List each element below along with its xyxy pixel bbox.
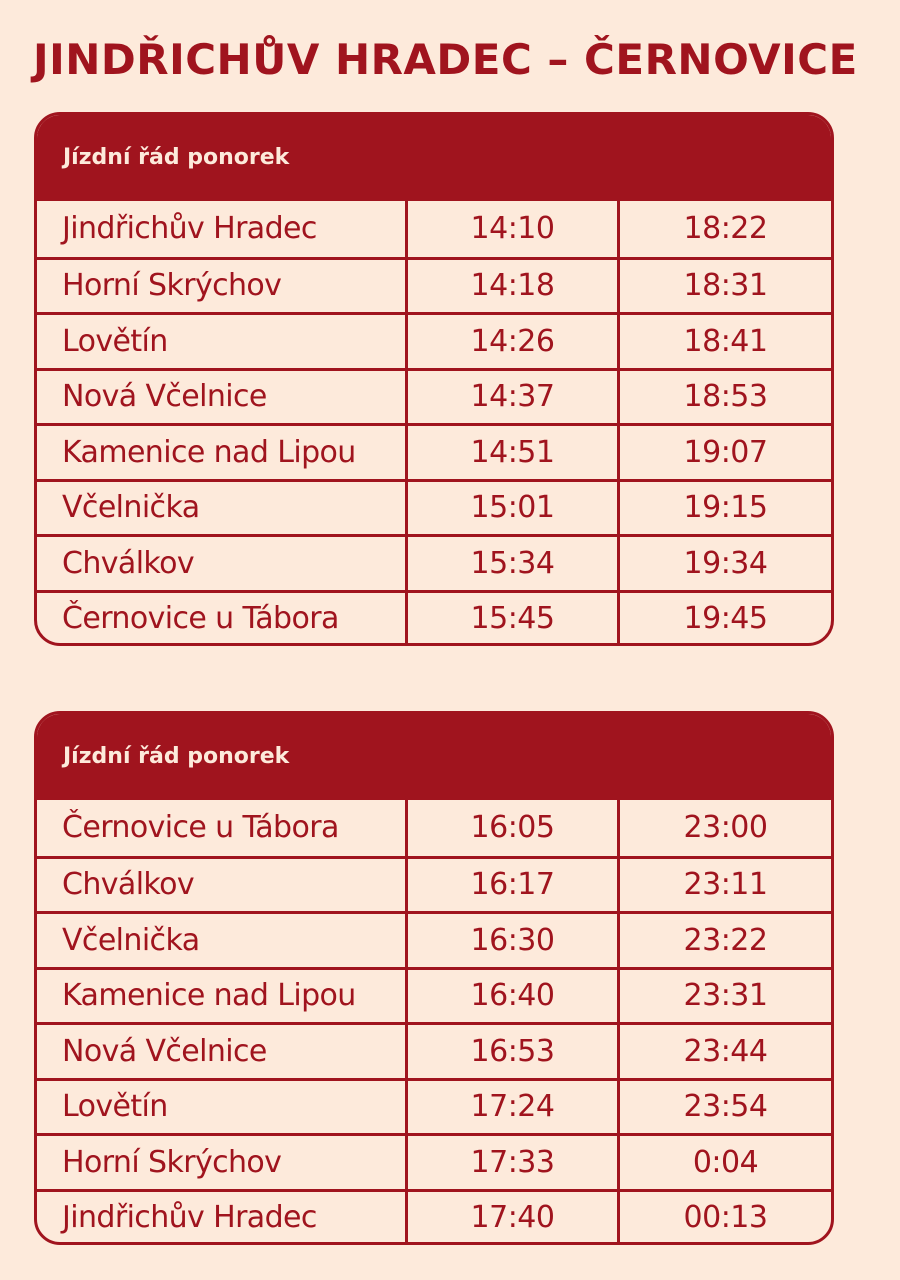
- departure-time: 14:37: [408, 371, 620, 424]
- table-row: [37, 201, 831, 257]
- station-name: Jindřichův Hradec: [37, 1192, 408, 1245]
- station-name: Lovětín: [37, 315, 408, 368]
- station-name: Kamenice nad Lipou: [37, 426, 408, 479]
- departure-time: 16:40: [408, 970, 620, 1023]
- departure-time: 00:13: [683, 1200, 768, 1236]
- departure-time: 15:45: [408, 593, 620, 646]
- departure-time: 14:51: [408, 426, 620, 479]
- table-row: [37, 1078, 831, 1134]
- departure-time: 19:15: [683, 490, 768, 526]
- timetable-outbound: [34, 112, 834, 646]
- departure-time: 23:11: [683, 867, 768, 903]
- station-name: Chválkov: [37, 537, 408, 590]
- departure-time: 14:18: [408, 260, 620, 313]
- station-name: Včelnička: [37, 914, 408, 967]
- table-row: [37, 856, 831, 912]
- departure-time: 0:04: [692, 1144, 759, 1180]
- table-row: [37, 1133, 831, 1189]
- departure-time: 17:40: [408, 1192, 620, 1245]
- station-name: Kamenice nad Lipou: [37, 970, 408, 1023]
- departure-time: 18:53: [683, 379, 768, 415]
- station-name: Horní Skrýchov: [37, 1136, 408, 1189]
- station-name: Nová Včelnice: [37, 371, 408, 424]
- timetable-header: Jízdní řád ponorek: [37, 714, 831, 800]
- table-row: [37, 1189, 831, 1245]
- station-name: Horní Skrýchov: [37, 260, 408, 313]
- departure-time: 16:17: [408, 859, 620, 912]
- table-row: [37, 479, 831, 535]
- departure-time: 17:33: [408, 1136, 620, 1189]
- station-name: Černovice u Tábora: [37, 593, 408, 646]
- station-name: Jindřichův Hradec: [37, 201, 408, 257]
- table-row: [37, 1022, 831, 1078]
- page-title: JINDŘICHŮV HRADEC – ČERNOVICE: [33, 35, 858, 84]
- departure-time: 14:26: [408, 315, 620, 368]
- departure-time: 23:31: [683, 978, 768, 1014]
- table-row: [37, 368, 831, 424]
- station-name: Nová Včelnice: [37, 1025, 408, 1078]
- station-name: Černovice u Tábora: [37, 800, 408, 856]
- departure-time: 16:05: [408, 800, 620, 856]
- timetable-rows: [37, 800, 831, 1244]
- departure-time: 18:31: [683, 268, 768, 304]
- departure-time: 19:34: [683, 545, 768, 581]
- departure-time: 19:45: [683, 601, 768, 637]
- departure-time: 18:22: [683, 211, 768, 247]
- table-row: [37, 800, 831, 856]
- departure-time: 18:41: [683, 323, 768, 359]
- table-row: [37, 423, 831, 479]
- table-row: [37, 967, 831, 1023]
- timetable-return: [34, 711, 834, 1245]
- timetable-rows: [37, 201, 831, 645]
- departure-time: 15:34: [408, 537, 620, 590]
- timetable-header: Jízdní řád ponorek: [37, 115, 831, 201]
- departure-time: 16:30: [408, 914, 620, 967]
- table-row: [37, 257, 831, 313]
- station-name: Lovětín: [37, 1081, 408, 1134]
- departure-time: 23:54: [683, 1089, 768, 1125]
- table-row: [37, 590, 831, 646]
- departure-time: 19:07: [683, 434, 768, 470]
- station-name: Chválkov: [37, 859, 408, 912]
- departure-time: 16:53: [408, 1025, 620, 1078]
- table-row: [37, 911, 831, 967]
- departure-time: 23:22: [683, 922, 768, 958]
- departure-time: 23:00: [683, 810, 768, 846]
- station-name: Včelnička: [37, 482, 408, 535]
- departure-time: 17:24: [408, 1081, 620, 1134]
- departure-time: 14:10: [408, 201, 620, 257]
- departure-time: 23:44: [683, 1033, 768, 1069]
- table-row: [37, 534, 831, 590]
- table-row: [37, 312, 831, 368]
- departure-time: 15:01: [408, 482, 620, 535]
